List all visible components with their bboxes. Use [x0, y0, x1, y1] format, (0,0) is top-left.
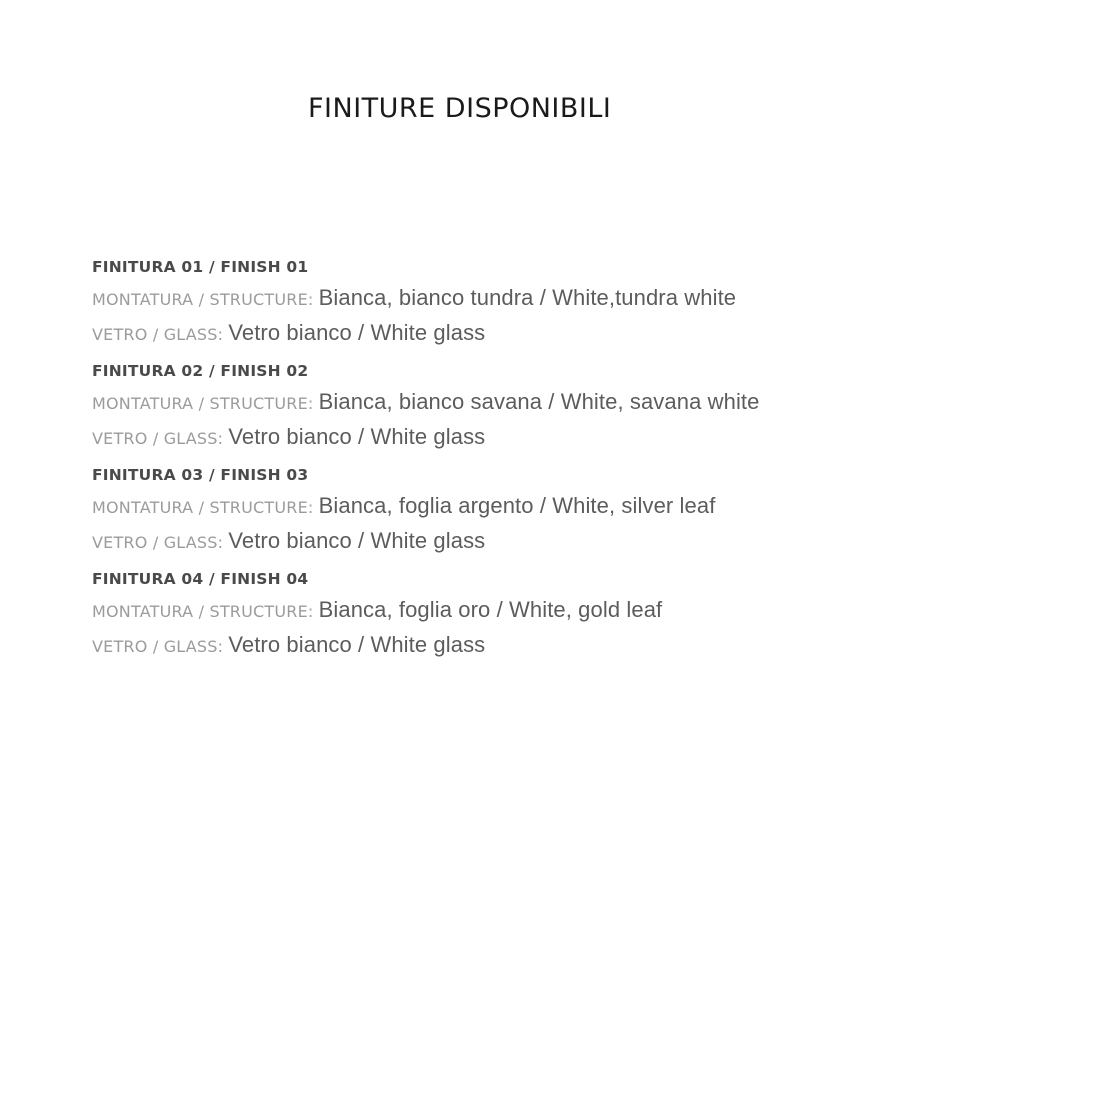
glass-row	[92, 420, 1052, 453]
glass-row	[92, 524, 1052, 557]
glass-value: Vetro bianco / White glass	[228, 424, 486, 450]
glass-row	[92, 316, 1052, 349]
glass-label: VETRO / GLASS:	[92, 637, 224, 657]
glass-row	[92, 628, 1052, 661]
finish-heading: FINITURA 02 / FINISH 02	[92, 362, 309, 381]
finishes-list	[92, 255, 1052, 671]
structure-value: Bianca, bianco tundra / White,tundra white	[318, 285, 737, 311]
structure-row	[92, 593, 1052, 626]
glass-value: Vetro bianco / White glass	[228, 528, 486, 554]
glass-label: VETRO / GLASS:	[92, 325, 224, 345]
finish-heading: FINITURA 01 / FINISH 01	[92, 258, 309, 276]
structure-label: MONTATURA / STRUCTURE:	[92, 394, 314, 414]
structure-label: MONTATURA / STRUCTURE:	[92, 290, 314, 310]
page-title: FINITURE DISPONIBILI	[308, 93, 612, 124]
structure-value: Bianca, foglia oro / White, gold leaf	[318, 597, 663, 623]
finish-heading: FINITURA 03 / FINISH 03	[92, 466, 309, 485]
structure-label: MONTATURA / STRUCTURE:	[92, 498, 314, 518]
glass-value: Vetro bianco / White glass	[228, 632, 486, 658]
structure-row	[92, 385, 1052, 418]
glass-label: VETRO / GLASS:	[92, 533, 224, 553]
finish-block	[92, 359, 1052, 453]
finish-block	[92, 255, 1052, 349]
structure-label: MONTATURA / STRUCTURE:	[92, 602, 314, 622]
finish-block	[92, 567, 1052, 661]
structure-row	[92, 489, 1052, 522]
finish-block	[92, 463, 1052, 557]
structure-value: Bianca, bianco savana / White, savana white	[318, 389, 760, 415]
finish-heading: FINITURA 04 / FINISH 04	[92, 570, 309, 589]
glass-label: VETRO / GLASS:	[92, 429, 224, 449]
glass-value: Vetro bianco / White glass	[228, 320, 486, 346]
structure-value: Bianca, foglia argento / White, silver leaf	[318, 493, 716, 519]
structure-row	[92, 281, 1052, 314]
